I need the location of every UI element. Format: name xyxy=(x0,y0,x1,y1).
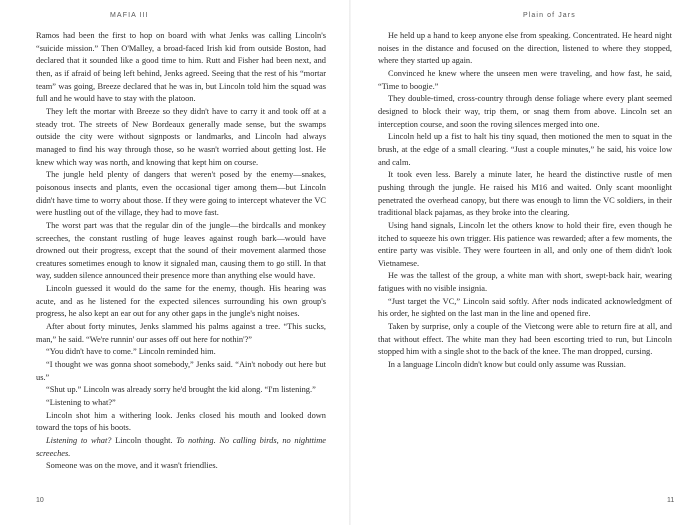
running-head-left: MAFIA III xyxy=(110,12,149,19)
paragraph: Lincoln held up a fist to halt his tiny squad, then motioned the men to squat in the brush, at the edge of a small clearing. “Just a couple minutes,” he said, his voice low and calm. xyxy=(378,132,672,167)
paragraph: It took even less. Barely a minute later, he heard the distinctive rustle of men pushing through the jungle. He raised his M16 and waited. Only scant moonlight penetrated the overhead canopy, but there was enough to limn the VC soldiers, in their traditional black pajamas, as they broke into the clearing. xyxy=(378,170,672,218)
paragraph: After about forty minutes, Jenks slammed his palms against a tree. “This sucks, man,” he said. “We're runnin' our asses off out here for nothin'?” xyxy=(36,322,326,344)
left-page xyxy=(0,0,349,525)
running-head-right: Plain of Jars xyxy=(523,12,576,19)
paragraph: In a language Lincoln didn't know but could only assume was Russian. xyxy=(388,360,626,370)
page-number-left: 10 xyxy=(36,497,44,504)
left-page-body xyxy=(36,30,326,473)
paragraph: He held up a hand to keep anyone else from speaking. Concentrated. He heard night noises in the distance and focused on the direction, listened to where they stopped, where they started up again. xyxy=(378,31,672,66)
paragraph: Lincoln guessed it would do the same for the enemy, though. His hearing was acute, and as he listened for the expected silences surrounding his own group's progress, he also kept an ear out for any other gaps in the jungle's night noises. xyxy=(36,284,326,319)
paragraph: “Shut up.” Lincoln was already sorry he'd brought the kid along. “I'm listening.” xyxy=(46,385,316,395)
right-page xyxy=(351,0,700,525)
paragraph: Convinced he knew where the unseen men were traveling, and how fast, he said, “Time to boogie.” xyxy=(378,68,672,91)
paragraph: “I thought we was gonna shoot somebody,” Jenks said. “Ain't nobody out here but us.” xyxy=(36,360,326,382)
paragraph: “Listening to what?” xyxy=(46,398,116,408)
page-number-right: 11 xyxy=(667,497,675,504)
paragraph: They left the mortar with Breeze so they didn't have to carry it and took off at a steady trot. The streets of New Bordeaux generally made sense, but the swamps outside the city were without signposts or landmarks, and Lincoln had always managed to find his way through those, so he wasn't worried about getting lost. He knew which way was north, and knowing that kept him on course. xyxy=(36,106,326,167)
paragraph: Lincoln shot him a withering look. Jenks closed his mouth and looked down toward the tops of his boots. xyxy=(36,410,326,433)
italic-thought-paragraph: Listening to what? Lincoln thought. To nothing. No calling birds, no nighttime screeches. xyxy=(36,436,327,458)
paragraph: They double-timed, cross-country through dense foliage where every plant seemed designed to block their way, trip them, or snag them from above. Lincoln set an interception course, and soon the roving silences merged into one. xyxy=(378,94,672,129)
paragraph: “You didn't have to come.” Lincoln reminded him. xyxy=(46,347,216,357)
paragraph: “Just target the VC,” Lincoln said softly. After nods indicated acknowledgment of his order, he sighted on the last man in the line and opened fire. xyxy=(378,296,672,319)
paragraph: The worst part was that the regular din of the jungle—the birdcalls and monkey screeches, the constant rustling of huge leaves against rough bark—would have drowned out their progress, except that the sound of their movement alarmed those creatures sometimes enough to know it signaled man, causing them to go still. In that way, sudden silence announced their presence more than anything else would have. xyxy=(36,220,326,281)
paragraph: Taken by surprise, only a couple of the Vietcong were able to return fire at all, and that without effect. The white man they had been escorting tried to run, but Lincoln stopped him with a single shot to the back of the knee. The man dropped, cursing. xyxy=(378,322,672,357)
paragraph: He was the tallest of the group, a white man with short, swept-back hair, wearing fatigues with no visible insignia. xyxy=(378,271,672,294)
paragraph: Someone was on the move, and it wasn't friendlies. xyxy=(46,461,218,471)
paragraph: Ramos had been the first to hop on board with what Jenks was calling Lincoln's “suicide mission.” Then O'Malley, a broad-faced Irish kid from outside Boston, had declared that it sounded like a good time to him. Rutt and Fisher had been next, and then, as if afraid of being left behind, Jenks agreed. Seeing that the rest of his “mortar team” was going, Breeze declared that he was in, but Lincoln told him the squad was full and he would have to stay with the platoon. xyxy=(36,31,326,104)
paragraph: Using hand signals, Lincoln let the others know to hold their fire, even though he itched to squeeze his own trigger. His patience was rewarded; after a few moments, the entire party was visible. They were fourteen in all, and only one of them didn't look Vietnamese. xyxy=(378,220,672,268)
right-page-body xyxy=(378,30,672,372)
paragraph: The jungle held plenty of dangers that weren't posed by the enemy—snakes, poisonous insects and plants, even the occasional tiger among them—but Lincoln didn't have time to worry about those. If they were going to intercept whatever the VC were hustling out of the village, they had to move fast. xyxy=(36,170,326,218)
